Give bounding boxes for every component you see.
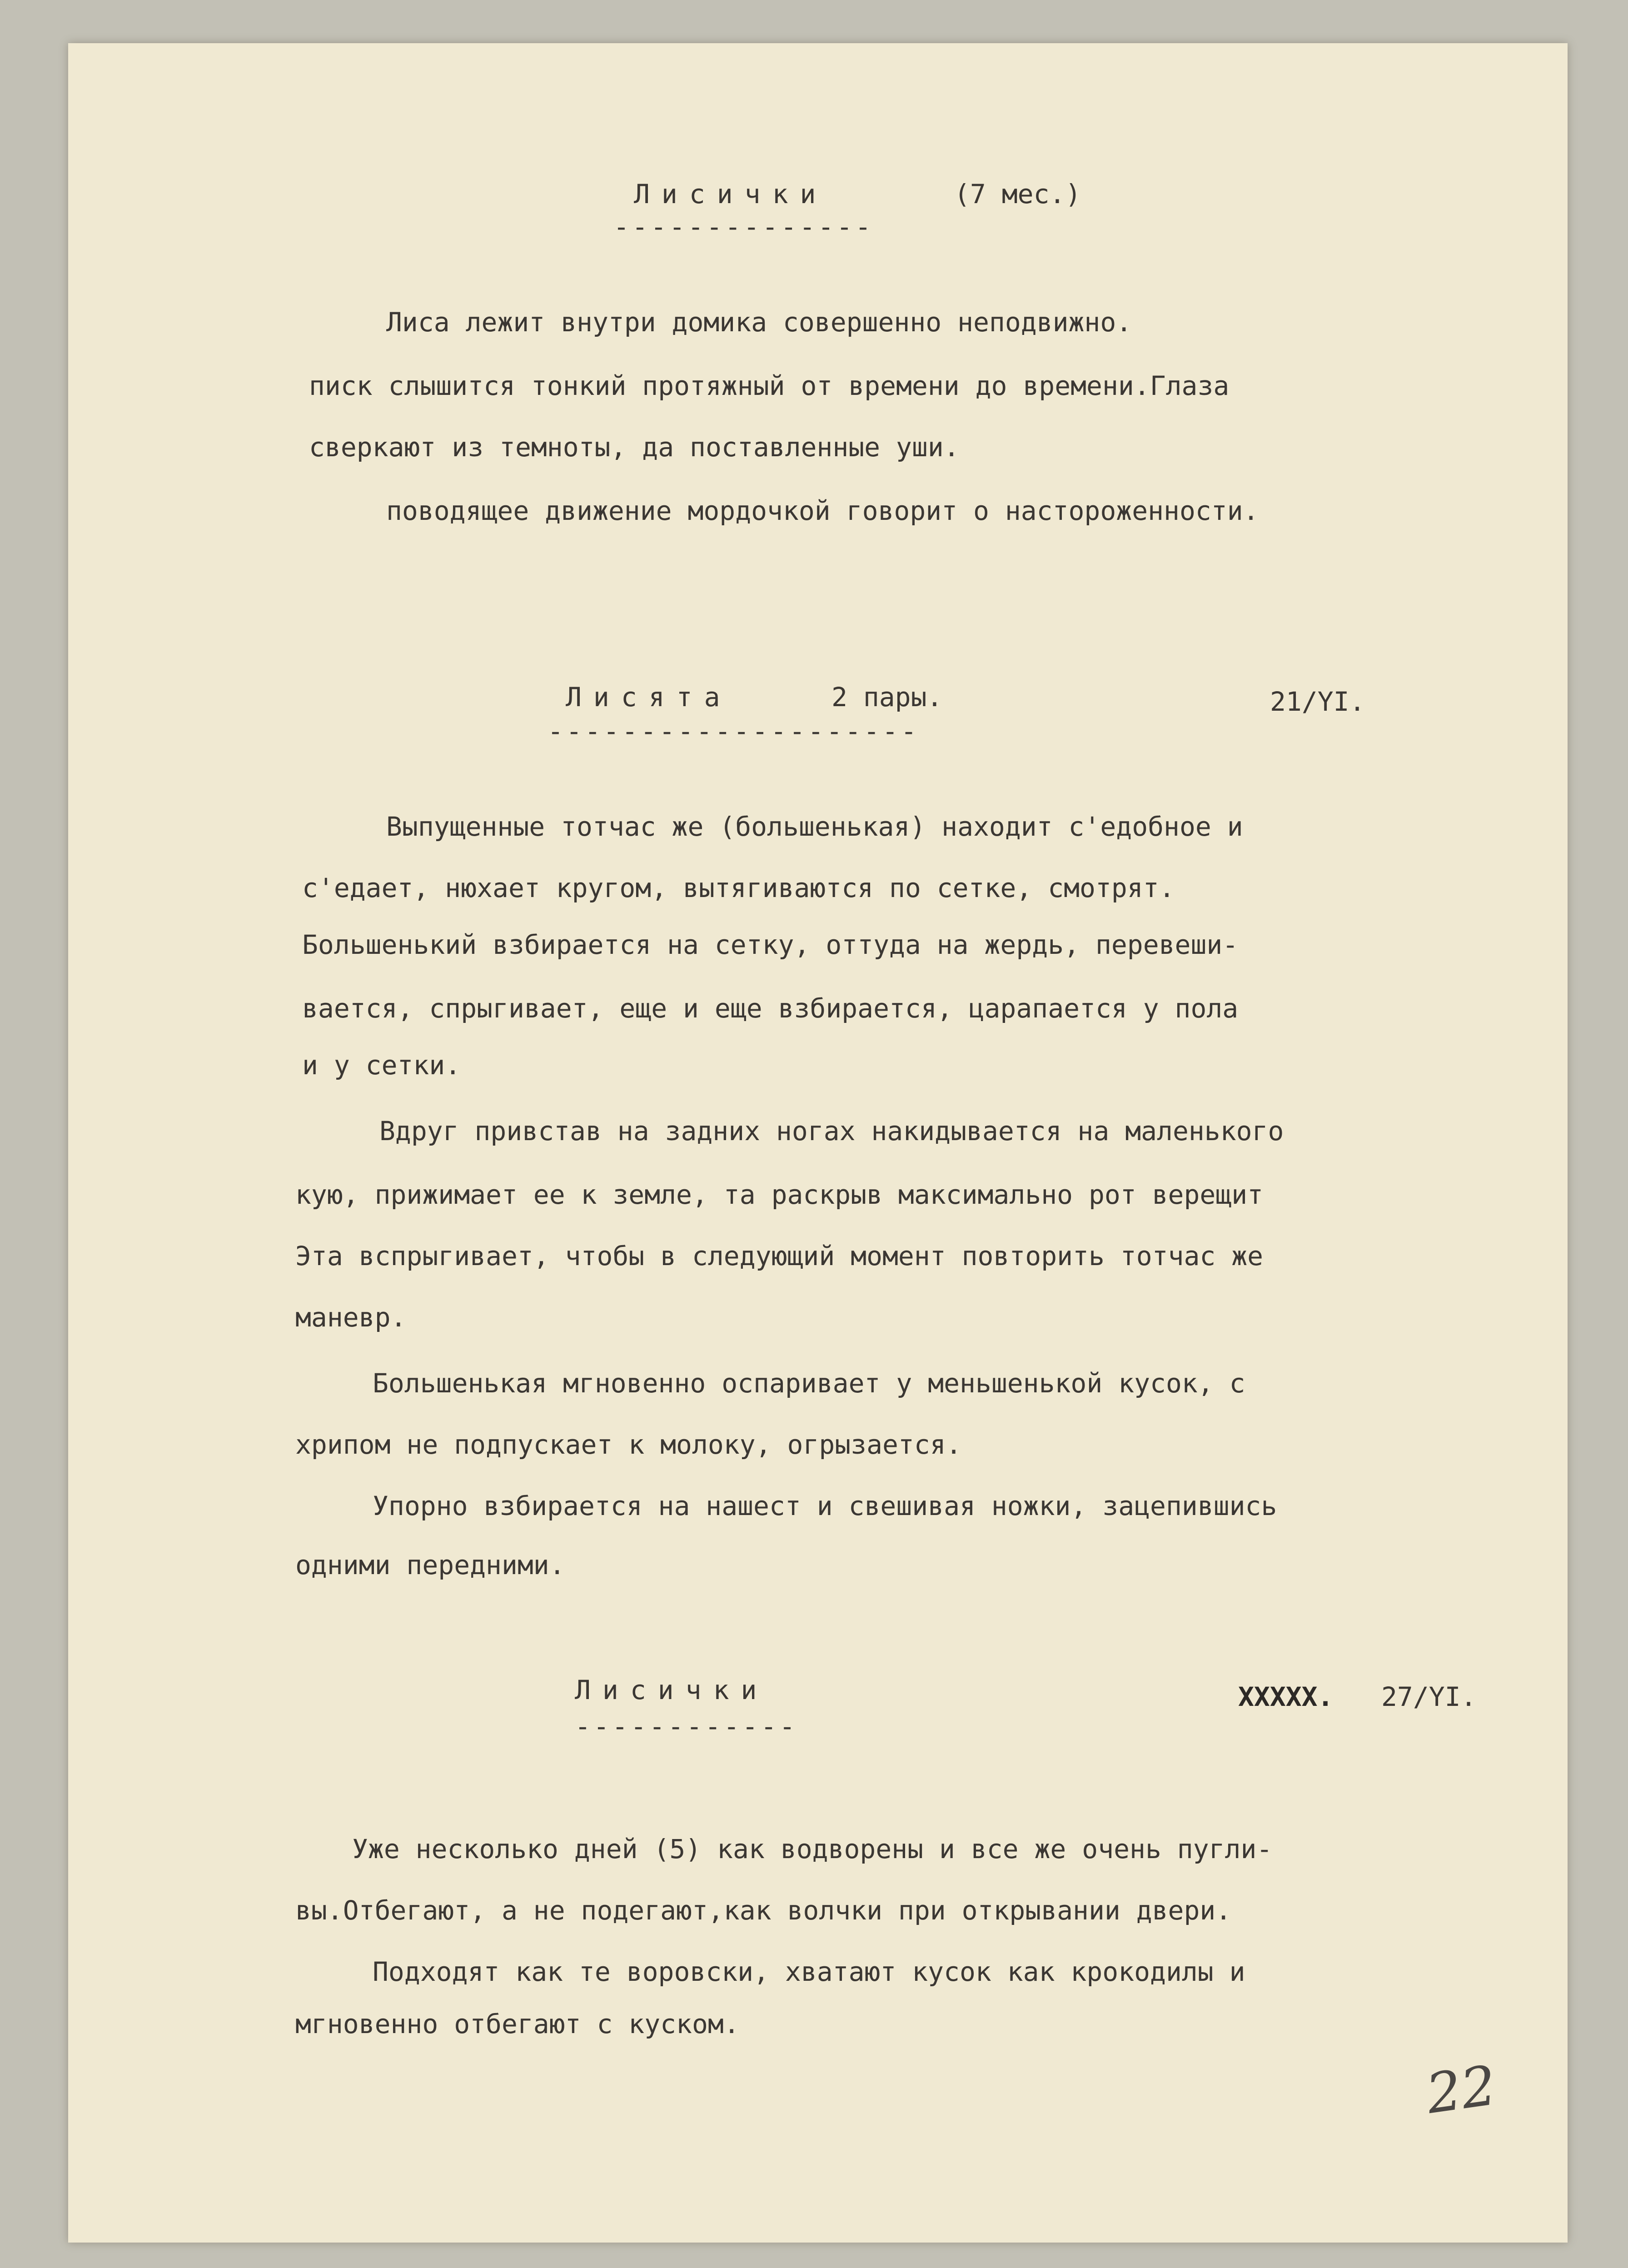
section2-line-3: Большенький взбирается на сетку, оттуда на жердь, перевеши- <box>302 929 1239 960</box>
section2-subtitle: 2 пары. <box>831 682 943 713</box>
section2-line-11: хрипом не подпускает к молоку, огрызается. <box>295 1429 962 1460</box>
section2-line-6: Вдруг привстав на задних ногах накидывается на маленького <box>379 1116 1284 1146</box>
section3-underline: ------------ <box>575 1713 798 1740</box>
section2-line-10: Большенькая мгновенно оспаривает у меньшенькой кусок, с <box>373 1368 1245 1399</box>
section2-date: 21/YI. <box>1270 686 1365 717</box>
section3-date: 27/YI. <box>1381 1681 1477 1712</box>
section2-line-12: Упорно взбирается на нашест и свешивая ножки, зацепившись <box>373 1490 1277 1521</box>
section2-line-13: одними передними. <box>295 1550 565 1580</box>
section2-line-4: вается, спрыгивает, еще и еще взбирается, царапается у пола <box>302 993 1239 1024</box>
section3-struck-text: ХХХХХ. <box>1238 1681 1334 1712</box>
page-number: 22 <box>1423 2054 1500 2126</box>
section3-line-4: мгновенно отбегают с куском. <box>295 2009 740 2039</box>
section1-underline: -------------- <box>613 214 874 240</box>
section2-line-5: и у сетки. <box>302 1050 461 1081</box>
section3-title: Лисички <box>575 1675 769 1705</box>
section3-line-2: вы.Отбегают, а не подегают,как волчки при открывании двери. <box>295 1895 1232 1926</box>
section2-line-1: Выпущенные тотчас же (большенькая) находит с'едобное и <box>386 811 1243 842</box>
section2-underline: -------------------- <box>548 718 920 744</box>
section1-line-2: писк слышится тонкий протяжный от времени до времени.Глаза <box>309 370 1230 401</box>
section3-line-3: Подходят как те воровски, хватают кусок как крокодилы и <box>373 1956 1245 1987</box>
section2-line-8: Эта вспрыгивает, чтобы в следующий момент повторить тотчас же <box>295 1241 1264 1271</box>
section1-age: (7 мес.) <box>954 179 1081 209</box>
section1-title: Лисички <box>634 179 828 209</box>
section1-line-3: сверкают из темноты, да поставленные уши. <box>309 432 960 463</box>
section2-line-7: кую, прижимает ее к земле, та раскрыв максимально рот верещит <box>295 1179 1264 1210</box>
section1-line-4: поводящее движение мордочкой говорит о настороженности. <box>386 495 1259 526</box>
section1-line-1: Лиса лежит внутри домика совершенно неподвижно. <box>386 307 1132 338</box>
section2-line-2: с'едает, нюхает кругом, вытягиваются по сетке, смотрят. <box>302 872 1175 903</box>
section2-title: Лисята <box>566 682 732 713</box>
section3-line-1: Уже несколько дней (5) как водворены и все же очень пугли- <box>352 1834 1273 1864</box>
section2-line-9: маневр. <box>295 1302 407 1333</box>
